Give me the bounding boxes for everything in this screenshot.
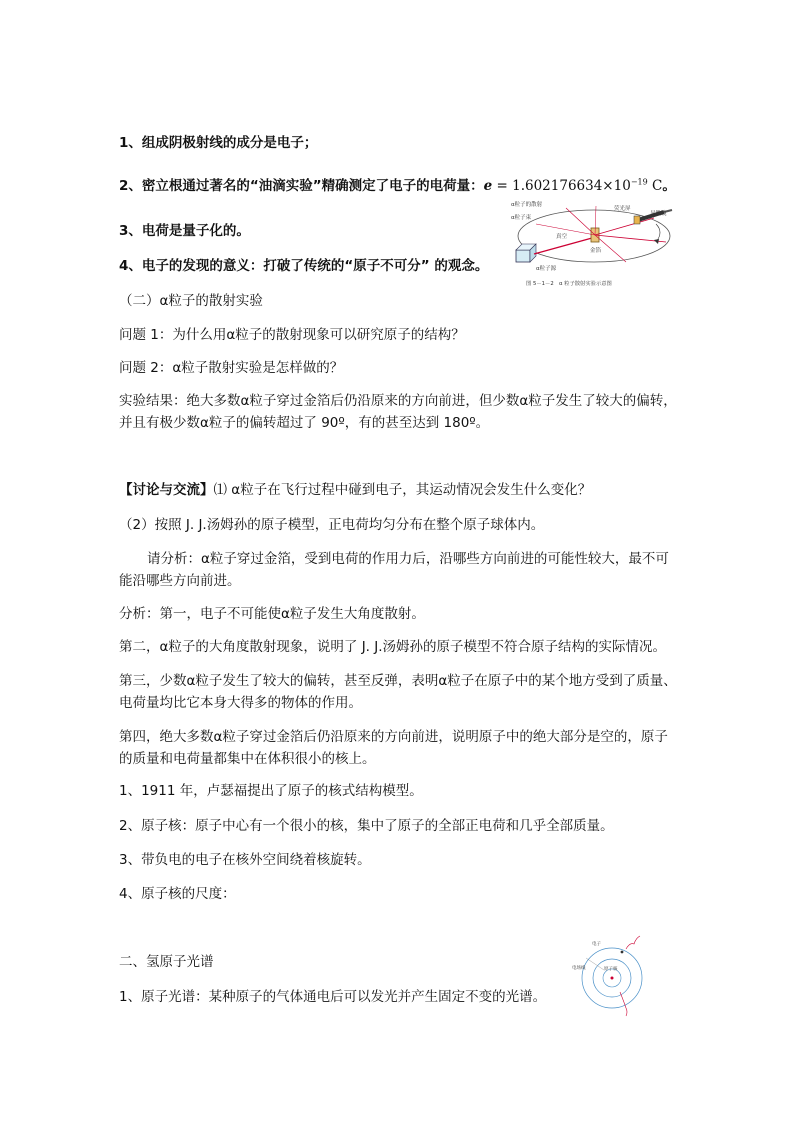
item-quantized: 3、电荷是量子化的。 [119,223,250,239]
period: 。 [662,178,676,194]
label-ring: 电场线 [572,966,586,971]
label-nucleus: 原子核 [604,967,618,972]
charge-value: = 1.602176634×10 [492,178,631,194]
analysis-1: 分析：第一，电子不可能使α粒子发生大角度散射。 [119,606,425,622]
experiment-result: 实验结果：绝大多数α粒子穿过金箔后仍沿原来的方向前进，但少数α粒子发生了较大的偏转，并且有极少数α粒子的偏转超过了 90º，有的甚至达到 180º。 [119,393,677,431]
figure-caption: 图 5－1－2 α 粒子散射实验示意图 [526,281,612,287]
item-cathode-ray: 1、组成阴极射线的成分是电子； [119,135,318,151]
discussion-title: 【讨论与交流】 [119,482,214,498]
item-millikan [119,176,676,196]
label-beam: α粒子束 [511,215,532,221]
alpha-heading: （二）α粒子的散射实验 [119,293,263,309]
label-electron: 电子 [592,942,601,947]
analysis-2: 第二，α粒子的大角度散射现象，说明了 J. J.汤姆孙的原子模型不符合原子结构的实际情况。 [119,639,667,655]
label-source: α粒子源 [536,266,557,272]
millikan-text: 2、密立根通过著名的“油滴实验”精确测定了电子的电荷量： [119,178,484,194]
model-2: 2、原子核：原子中心有一个很小的核，集中了原子的全部正电荷和几乎全部质量。 [119,818,614,834]
model-1: 1、1911 年，卢瑟福提出了原子的核式结构模型。 [119,783,423,799]
question-2: 问题 2：α粒子散射实验是怎样做的？ [119,360,344,376]
source-box [516,250,530,262]
label-vacuum: 真空 [556,234,568,240]
alpha-scattering-figure [506,194,686,290]
item-significance: 4、电子的发现的意义：打破了传统的“原子不可分” 的观念。 [119,258,489,274]
hydrogen-1: 1、原子光谱：某种原子的气体通电后可以发光并产生固定不变的光谱。 [119,989,547,1005]
question-1: 问题 1：为什么用α粒子的散射现象可以研究原子的结构？ [119,327,465,343]
discussion-p2: （2）按照 J. J.汤姆孙的原子模型，正电荷均匀分布在整个原子球体内。 [119,517,545,533]
label-foil: 金箔 [590,248,602,254]
label-microscope: 显微镜 [650,211,667,217]
model-4: 4、原子核的尺度： [119,886,236,902]
atom-model-figure [568,932,652,1020]
label-screen: 荧光屏 [614,206,631,212]
discussion-p1: ⑴ α粒子在飞行过程中碰到电子，其运动情况会发生什么变化？ [213,482,592,498]
charge-symbol: e [483,178,493,194]
analysis-3: 第三，少数α粒子发生了较大的偏转，甚至反弹，表明α粒子在原子中的某个地方受到了质量、电荷量均比它本身大得多的物体的作用。 [119,673,677,711]
screen [634,216,640,224]
analysis-4: 第四，绝大多数α粒子穿过金箔后仍沿原来的方向前进，说明原子中的绝大部分是空的，原子的质量和电荷量都集中在体积很小的核上。 [119,729,668,767]
model-3: 3、带负电的电子在核外空间绕着核旋转。 [119,852,371,868]
nucleus [611,977,614,980]
discussion-p3: 请分析：α粒子穿过金箔，受到电荷的作用力后，沿哪些方向前进的可能性较大，最不可能沿哪些方向前进。 [119,551,669,589]
charge-exponent: −19 [630,177,648,187]
charge-unit: C [647,178,663,194]
label-scatter: α粒子的散射 [511,202,543,208]
hydrogen-heading: 二、氢原子光谱 [119,954,214,970]
electron [621,951,624,954]
discussion-q1 [119,480,591,500]
